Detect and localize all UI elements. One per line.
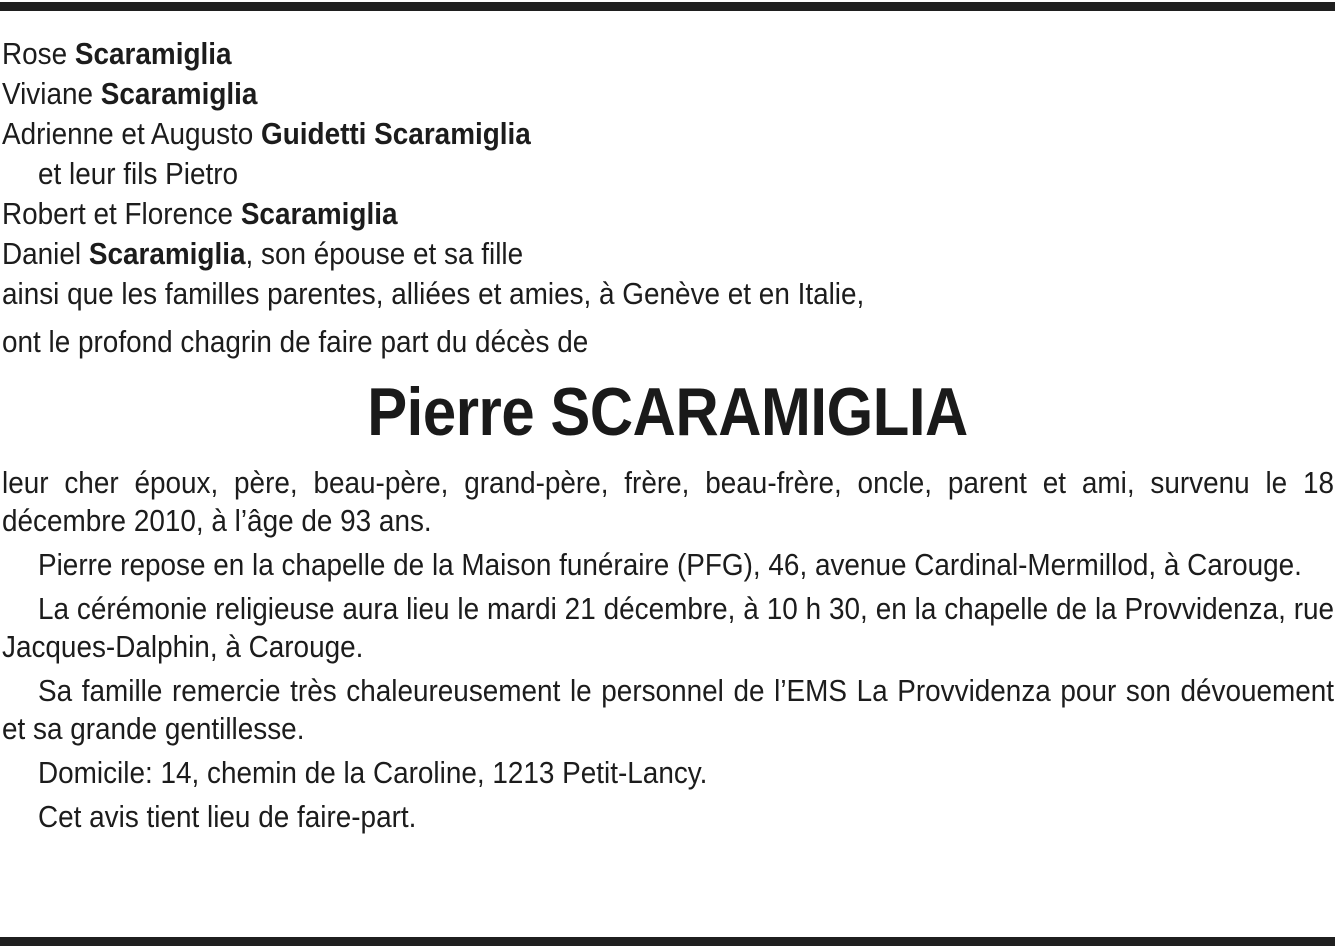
family-line: Rose Scaramiglia — [2, 36, 232, 71]
deceased-name: Pierre SCARAMIGLIA — [367, 374, 968, 450]
obituary-paragraph: leur cher époux, père, beau-père, grand-père, frère, beau-frère, oncle, parent et ami, survenu le 18 décembre 2010, à l’âge de 93 ans. — [2, 465, 1335, 538]
family-line: Viviane Scaramiglia — [2, 76, 258, 111]
family-line: Daniel Scaramiglia, son épouse et sa fille — [2, 236, 524, 271]
announcement-line: ont le profond chagrin de faire part du décès de — [2, 324, 589, 359]
family-line: et leur fils Pietro — [38, 156, 239, 191]
obituary-notice — [2, 34, 1333, 836]
top-rule — [0, 2, 1335, 11]
obituary-paragraph: Cet avis tient lieu de faire-part. — [38, 799, 417, 834]
obituary-paragraph: La cérémonie religieuse aura lieu le mardi 21 décembre, à 10 h 30, en la chapelle de la Provvidenza, rue Jacques-Dalphin, à Carouge. — [2, 591, 1335, 664]
obituary-paragraph: Domicile: 14, chemin de la Caroline, 1213 Petit-Lancy. — [38, 755, 708, 790]
obituary-paragraph: Pierre repose en la chapelle de la Maison funéraire (PFG), 46, avenue Cardinal-Mermillod, à Carouge. — [38, 547, 1302, 582]
bottom-rule — [0, 937, 1335, 946]
family-line: Robert et Florence Scaramiglia — [2, 196, 398, 231]
family-line: Adrienne et Augusto Guidetti Scaramiglia — [2, 116, 531, 151]
obituary-paragraph: Sa famille remercie très chaleureusement le personnel de l’EMS La Provvidenza pour son dévouement et sa grande gentillesse. — [2, 673, 1335, 746]
relatives-line: ainsi que les familles parentes, alliées et amies, à Genève et en Italie, — [2, 276, 865, 311]
